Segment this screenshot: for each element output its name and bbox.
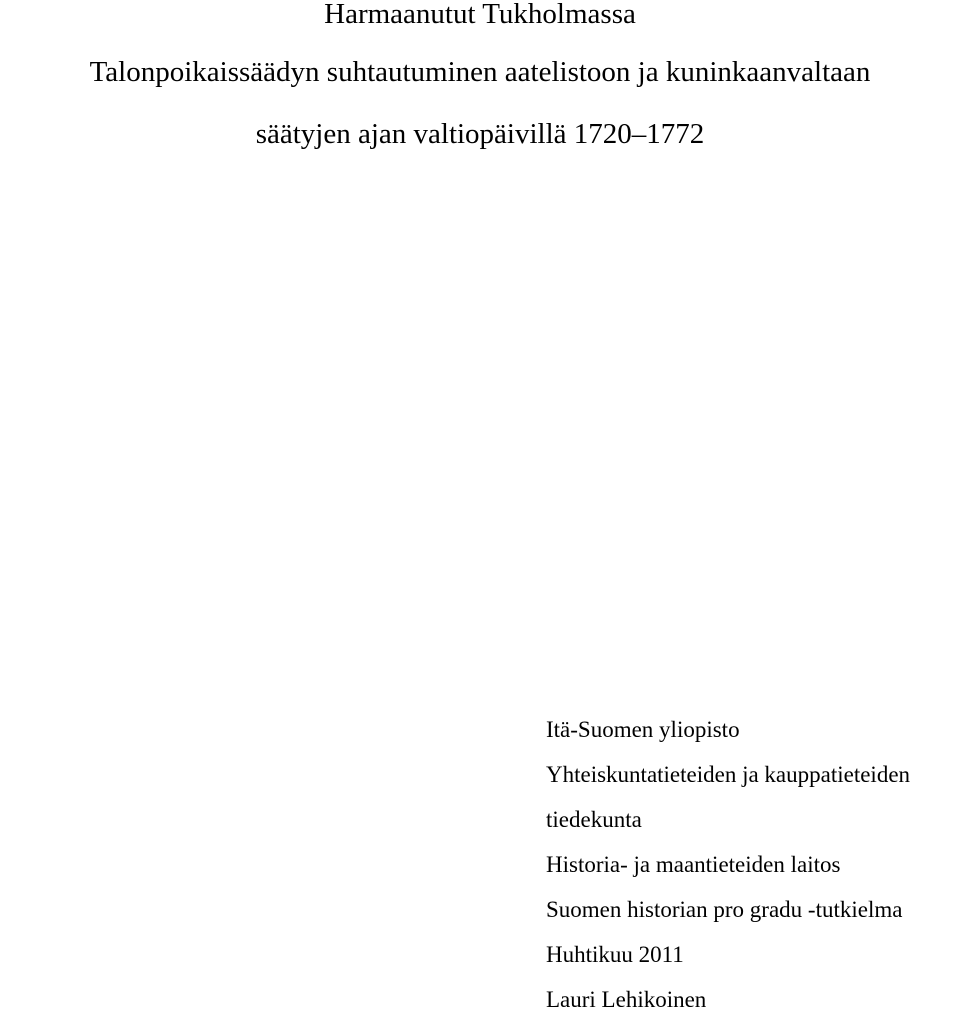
department-name: Historia- ja maantieteiden laitos [546, 852, 841, 877]
thesis-type: Suomen historian pro gradu -tutkielma [546, 897, 903, 922]
document-title: Harmaanutut Tukholmassa [324, 0, 636, 30]
university-name: Itä-Suomen yliopisto [546, 717, 740, 742]
faculty-name-line-2: tiedekunta [546, 807, 642, 832]
faculty-name-line-1: Yhteiskuntatieteiden ja kauppatieteiden [546, 762, 911, 787]
author-name: Lauri Lehikoinen [546, 987, 707, 1012]
document-subtitle-line-1: Talonpoikaissäädyn suhtautuminen aatelistoon ja kuninkaanvaltaan [89, 56, 871, 88]
document-subtitle-line-2: säätyjen ajan valtiopäivillä 1720–1772 [255, 118, 705, 150]
thesis-date: Huhtikuu 2011 [546, 942, 684, 967]
